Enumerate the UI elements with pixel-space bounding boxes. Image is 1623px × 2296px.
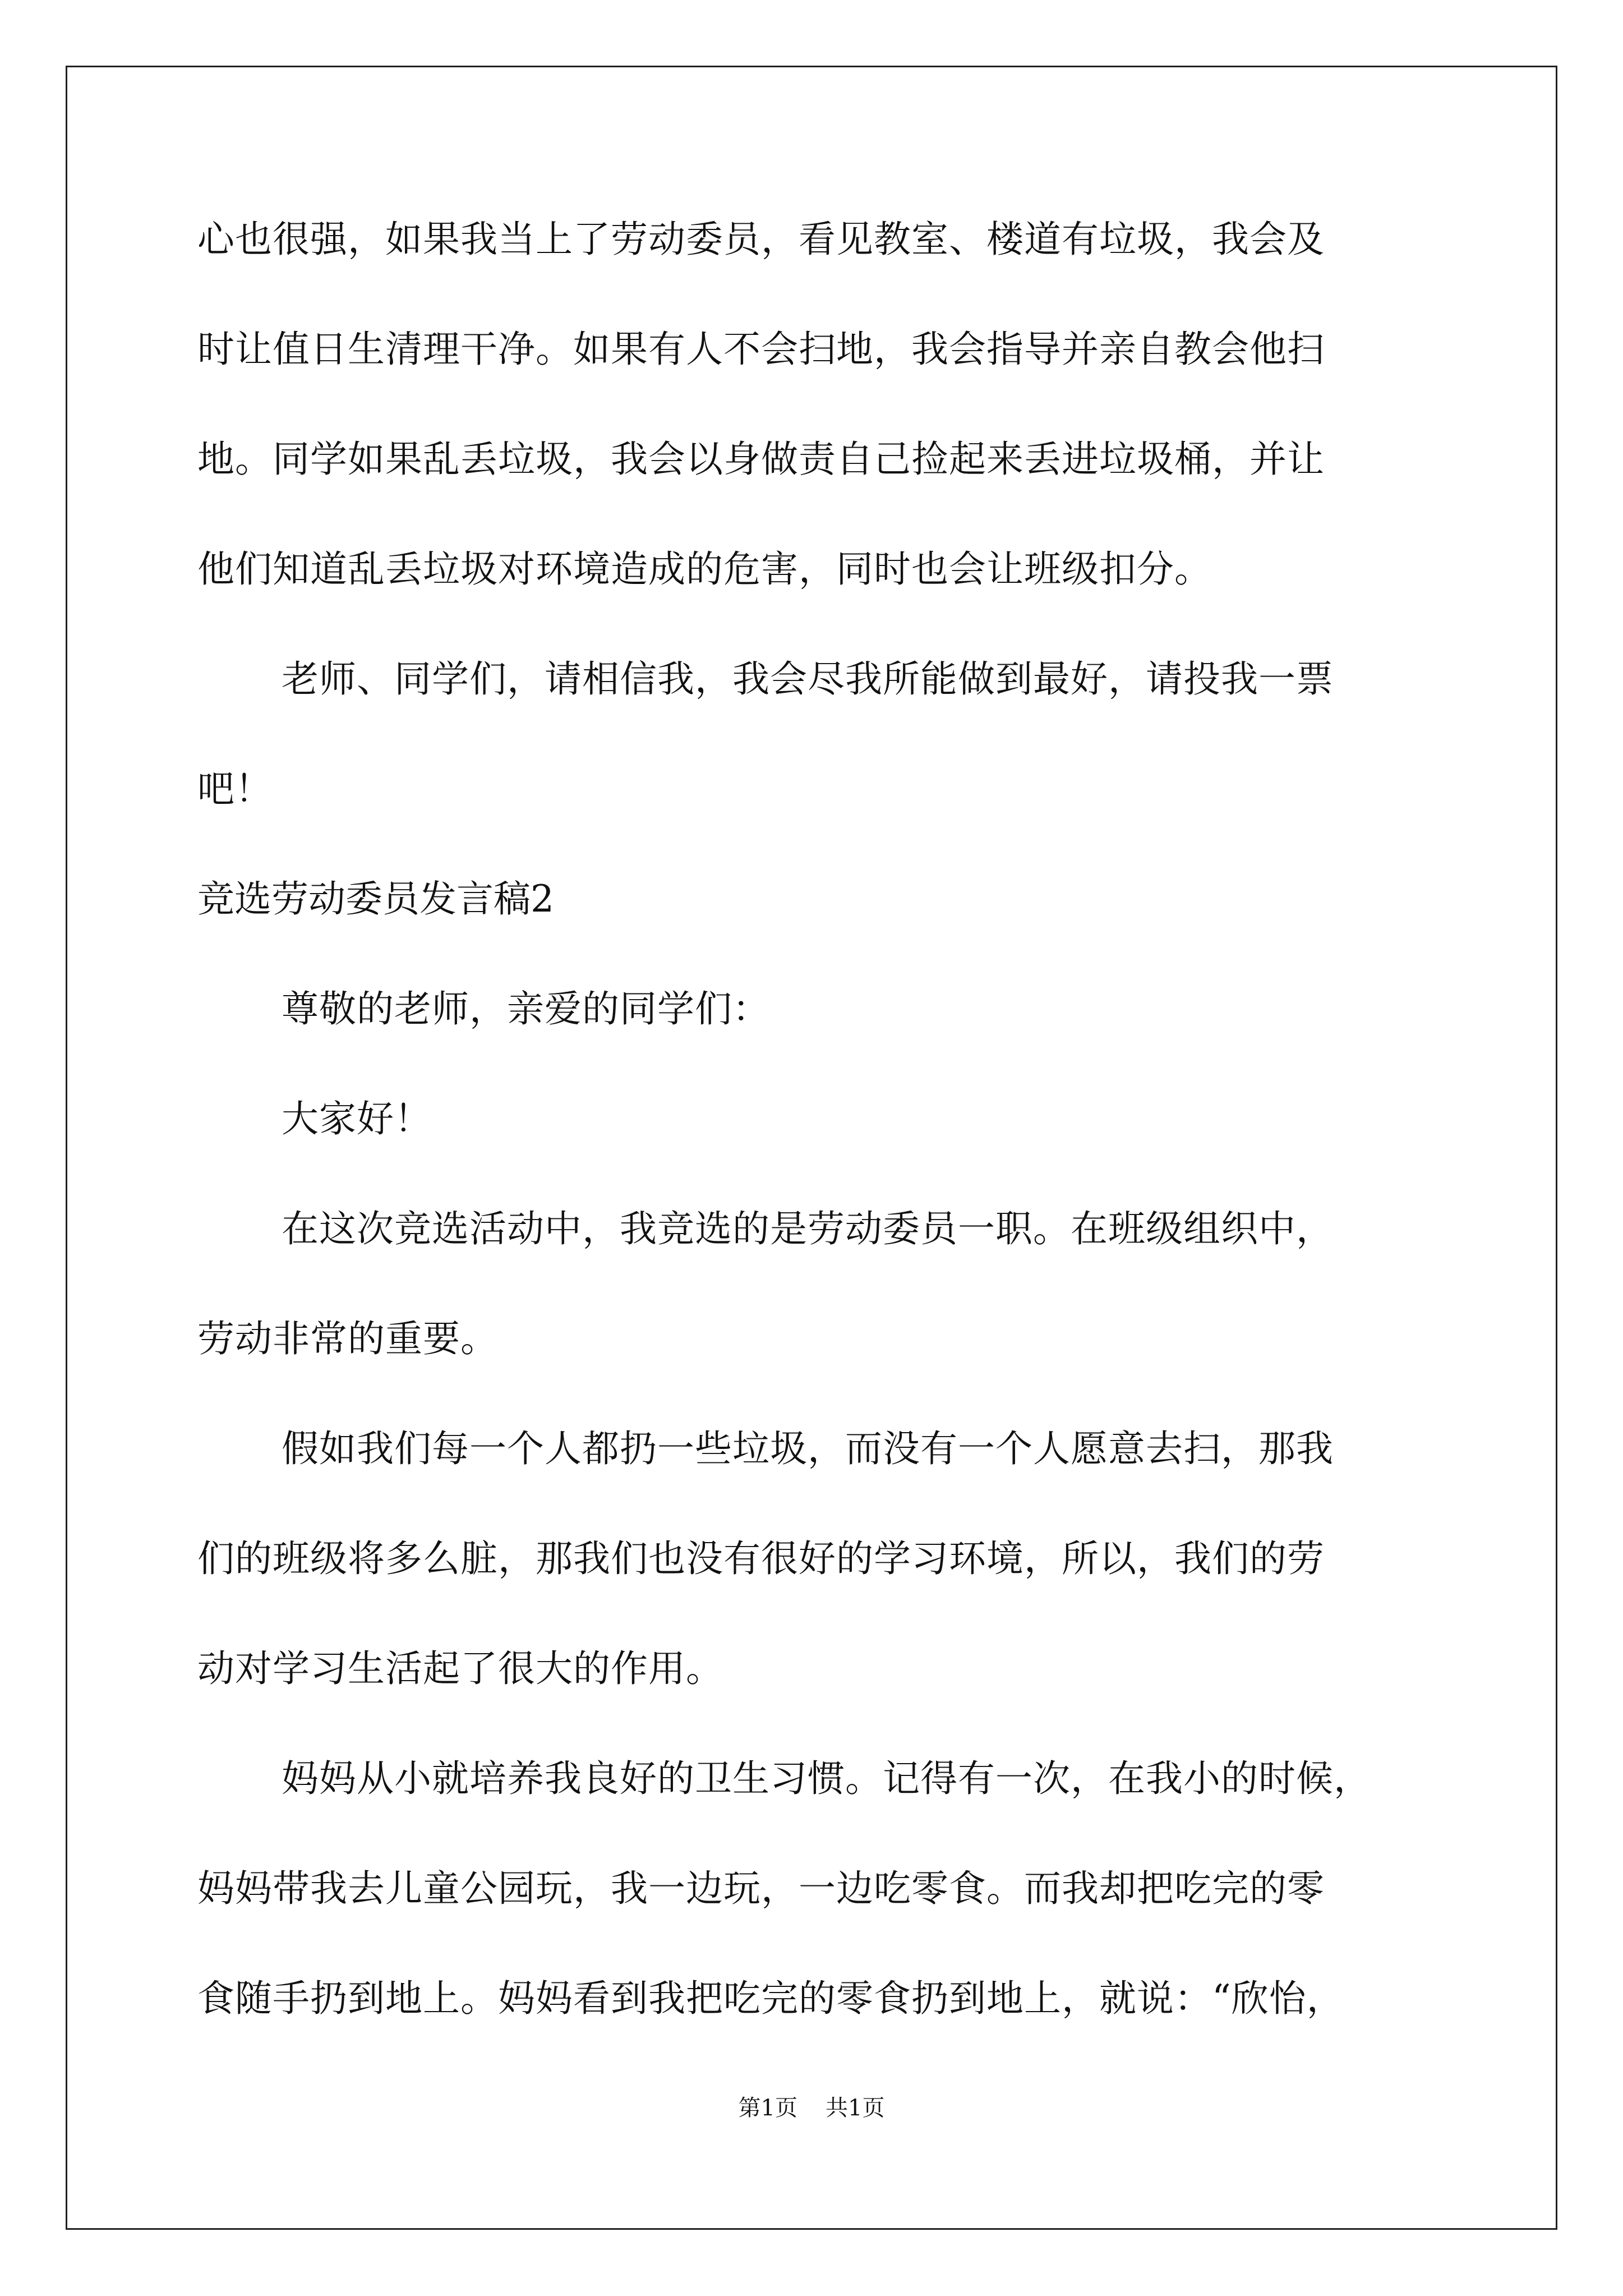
page-footer: [0, 2091, 1623, 2125]
text-line: 食随手扔到地上。妈妈看到我把吃完的零食扔到地上，就说：“欣怡，: [197, 1977, 1344, 2020]
paragraph-first-line: 妈妈从小就培养我良好的卫生习惯。记得有一次，在我小的时候，: [282, 1757, 1371, 1800]
greeting: 大家好！: [282, 1097, 432, 1140]
paragraph-first-line: 在这次竞选活动中，我竞选的是劳动委员一职。在班级组织中，: [282, 1207, 1334, 1250]
text-line: 妈妈带我去儿童公园玩，我一边玩，一边吃零食。而我却把吃完的零: [197, 1867, 1325, 1910]
text-line: 们的班级将多么脏，那我们也没有很好的学习环境，所以，我们的劳: [197, 1537, 1325, 1580]
text-line: 地。同学如果乱丢垃圾，我会以身做责自己捡起来丢进垃圾桶，并让: [197, 438, 1325, 481]
text-line: 时让值日生清理干净。如果有人不会扫地，我会指导并亲自教会他扫: [197, 328, 1325, 371]
text-line: 劳动非常的重要。: [197, 1317, 498, 1360]
text-line: 吧！: [197, 767, 273, 811]
text-line: 心也很强，如果我当上了劳动委员，看见教室、楼道有垃圾，我会及: [197, 218, 1325, 261]
text-line: 他们知道乱丢垃圾对环境造成的危害，同时也会让班级扣分。: [197, 547, 1212, 591]
section-heading: 竞选劳动委员发言稿2: [197, 877, 554, 921]
salutation: 尊敬的老师，亲爱的同学们：: [282, 987, 770, 1030]
page-number-current: 第1页: [738, 2095, 797, 2121]
paragraph-first-line: 假如我们每一个人都扔一些垃圾，而没有一个人愿意去扫，那我: [282, 1427, 1334, 1470]
paragraph-first-line: 老师、同学们，请相信我，我会尽我所能做到最好，请投我一票: [282, 657, 1334, 701]
document-body: [197, 213, 1426, 2024]
text-line: 动对学习生活起了很大的作用。: [197, 1647, 723, 1690]
page-number-total: 共1页: [826, 2095, 885, 2121]
